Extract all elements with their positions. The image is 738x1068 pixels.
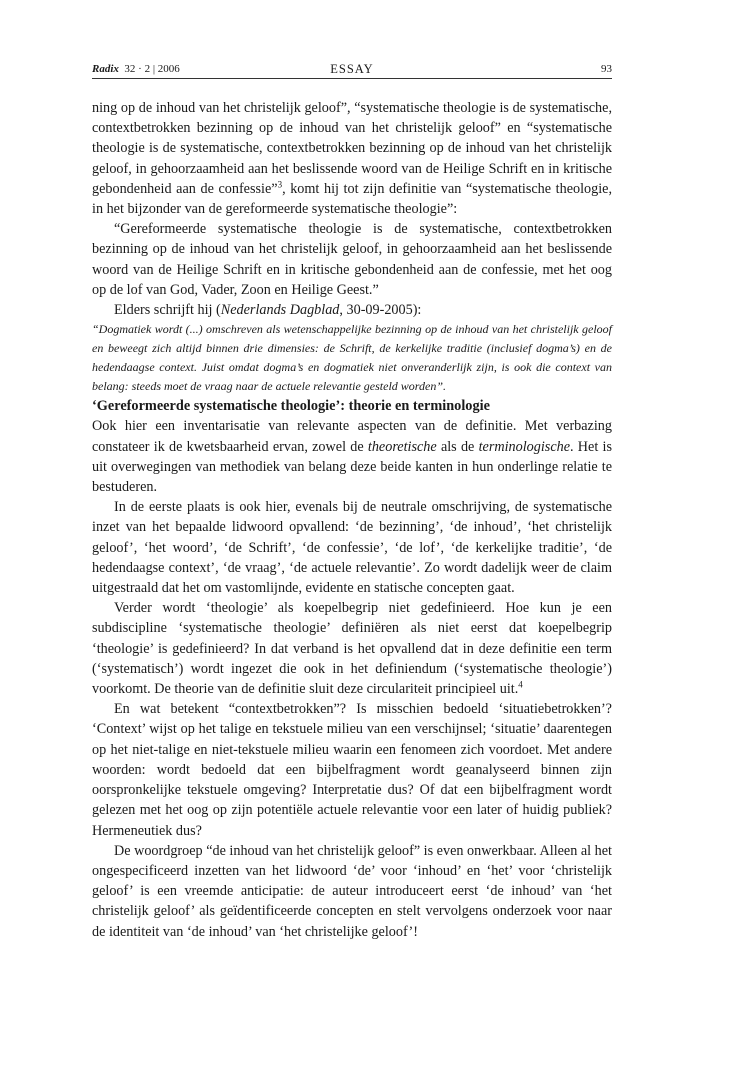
paragraph-definition: “Gereformeerde systematische theologie is de systematische, contextbetrokken bezinning op de inhoud van het christelijk geloof, in gehoorzaamheid aan het beslissende woord van de Heilige Schrift en in kritische gebondenheid aan de confessie, met het oog op de lof van God, Vader, Zoon en Heilige Geest.” (92, 221, 612, 298)
block-quote: “Dogmatiek wordt (...) omschreven als wetenschappelijke bezinning op de inhoud van het christelijk geloof en beweegt zich altijd binnen drie dimensies: de Schrift, de kerkelijke traditie (inclusief dogma’s) en de hedendaagse context. Juist omdat dogma’s en dogmatiek niet onveranderlijk zijn, is ook die context van belang: steeds moet de vraag naar de actuele relevantie gesteld worden”. (92, 322, 612, 394)
section-heading: ‘Gereformeerde systematische theologie’: theorie en terminologie (92, 398, 490, 415)
issue-info: 32 · 2 | 2006 (124, 63, 180, 75)
article-body (92, 98, 612, 942)
page-number: 93 (601, 63, 612, 75)
source-title: Nederlands Dagblad (220, 302, 340, 319)
footnote-ref-4[interactable]: 4 (518, 679, 523, 690)
footnote-ref-3[interactable]: 3 (277, 179, 283, 190)
paragraph-8: De woordgroep “de inhoud van het christelijk geloof” is even onwerkbaar. Alleen al het ongespecificeerd inzetten van het lidwoord ‘de’ voor ‘inhoud’ en ‘het’ voor ‘christelijk geloof’ is een vreemde anticipatie: de auteur introduceert eerst ‘de inhoud’ van ‘het christelijk geloof’ als geïdentificeerde concepten en stelt vervolgens onderzoek voor naar de identiteit van ‘de inhoud’ van ‘het christelijke geloof’! (92, 842, 612, 940)
paragraph-source: Elders schrijft hij (Nederlands Dagblad, 30-09-2005): (114, 302, 422, 319)
paragraph-4: Ook hier een inventarisatie van relevante aspecten van de definitie. Met verbazing constateer ik de kwetsbaarheid ervan, zowel de theoretische als de terminologische. Het is uit overwegingen van methodiek van belang deze beide kanten in hun onderlinge relatie te bestuderen. (92, 418, 612, 496)
journal-name: Radix (92, 63, 119, 75)
running-header (92, 60, 612, 79)
paragraph-1: ning op de inhoud van het christelijk geloof”, “systematische theologie is de systematische, contextbetrokken bezinning op de inhoud van het christelijk geloof” en “systematische theologie is de systematische, contextbetrokken bezinning op de inhoud van het christelijk geloof, in gehoorzaamheid aan het beslissende woord van de Heilige Schrift en in kritische gebondenheid aan de confessie”$^3$, komt hij tot zijn definitie van “systematische theologie, in het bijzonder van de gereformeerde systematische theologie”: (92, 100, 613, 218)
paragraph-7: En wat betekent “contextbetrokken”? Is misschien bedoeld ‘situatiebetrokken’? ‘Context’ wijst op het talige en tekstuele milieu van een verschijnsel; ‘situatie’ daarentegen op het niet-talige en niet-tekstuele milieu waarin een fenomeen zich voordoet. Met andere woorden: wordt bedoeld dat een bijbelfragment wordt geanalyseerd binnen zijn oorspronkelijke tekstuele omgeving? Interpretatie dus? Of dat een bijbelfragment wordt gelezen met het oog op zijn potentiële actuele relevantie voor een later of huidig publiek? Hermeneutiek dus? (92, 701, 612, 839)
paragraph-6: Verder wordt ‘theologie’ als koepelbegrip niet gedefinieerd. Hoe kun je een subdiscipline ‘systematische theologie’ definiëren als niet eerst dat koepelbegrip ‘theologie’ is gedefinieerd? In dat verband is het opvallend dat in deze definitie een term (‘systematisch’) wordt ingezet die ook in het definiendum (‘systematische theologie’) voorkomt. De theorie van de definitie sluit deze circulariteit principieel uit.$^4$ (92, 600, 612, 698)
section-title: ESSAY (330, 62, 374, 76)
paragraph-5: In de eerste plaats is ook hier, evenals bij de neutrale omschrijving, de systematische inzet van het bepaalde lidwoord opvallend: ‘de bezinning’, ‘de inhoud’, ‘het christelijk geloof’, ‘het woord’, ‘de Schrift’, ‘de confessie’, ‘de lof’, ‘de kerkelijke traditie’, ‘de hedendaagse context’, ‘de vraag’, ‘de actuele relevantie’. Zo wordt dadelijk weer de claim uitgestraald dat het om vastomlijnde, evidente en statische concepten gaat. (92, 499, 612, 597)
